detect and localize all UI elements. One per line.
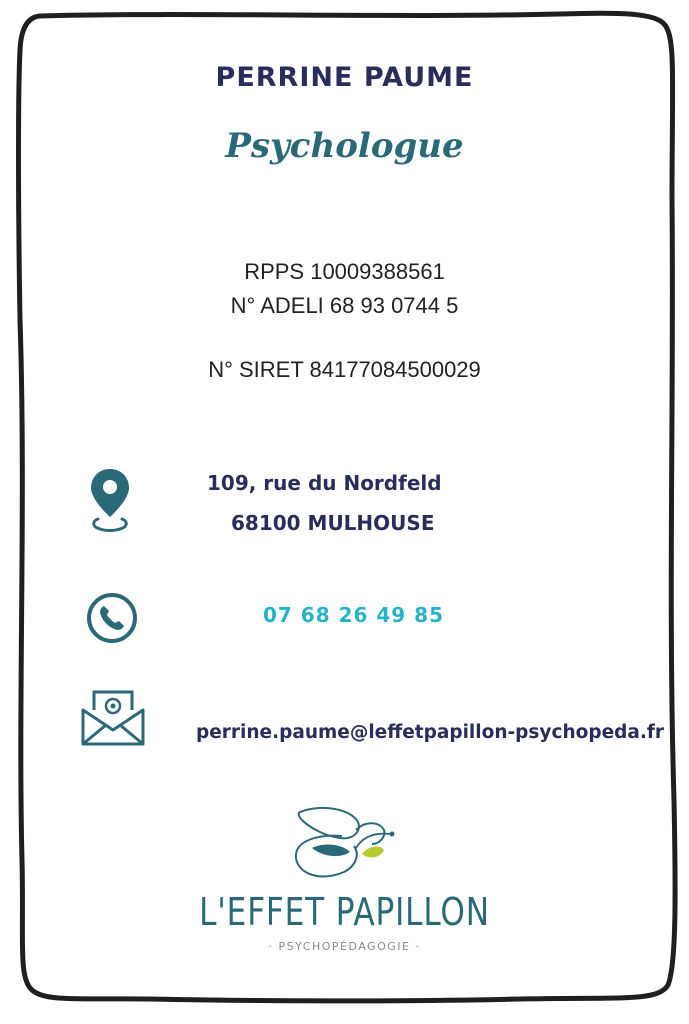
address-street: 109, rue du Nordfeld bbox=[207, 471, 442, 495]
person-name: PERRINE PAUME bbox=[215, 62, 474, 93]
phone-icon[interactable] bbox=[85, 591, 139, 645]
email-envelope-icon[interactable] bbox=[80, 686, 146, 748]
logo-subtitle: · PSYCHOPÉDAGOGIE · bbox=[268, 940, 421, 953]
butterfly-icon bbox=[280, 800, 410, 890]
profession-title: Psychologue bbox=[225, 126, 464, 166]
phone-number[interactable]: 07 68 26 49 85 bbox=[263, 603, 445, 627]
rpps-number: RPPS 10009388561 bbox=[244, 259, 445, 284]
siret-number: N° SIRET 84177084500029 bbox=[208, 357, 481, 382]
map-pin-icon bbox=[88, 467, 132, 533]
email-address[interactable]: perrine.paume@leffetpapillon-psychopeda.fr bbox=[196, 722, 665, 743]
logo-wordmark: L'EFFET PAPILLON bbox=[199, 890, 490, 934]
adeli-number: N° ADELI 68 93 0744 5 bbox=[230, 293, 459, 318]
address-city: 68100 MULHOUSE bbox=[231, 511, 435, 535]
